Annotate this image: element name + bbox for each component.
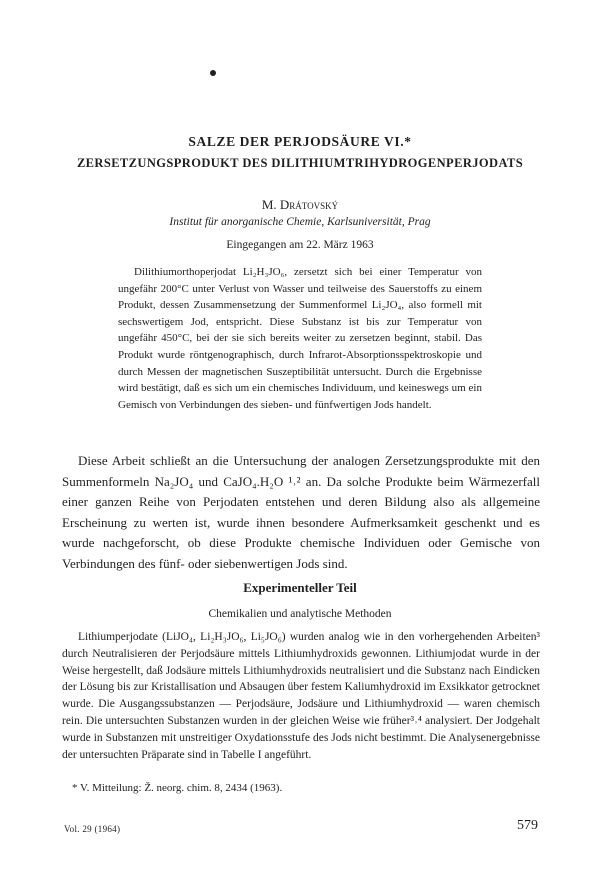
received-date: Eingegangen am 22. März 1963 [226,239,374,251]
print-mark-dot [210,70,216,76]
paper-subtitle: ZERSETZUNGSPRODUKT DES DILITHIUMTRIHYDROGENPERJODATS [76,156,524,170]
section-heading: Experimenteller Teil [243,580,357,595]
introduction [62,451,540,575]
subsection-heading: Chemikalien und analytische Methoden [208,608,392,620]
footnote: * V. Mitteilung: Ž. neorg. chim. 8, 2434 (1963). [72,782,283,794]
section-body [62,629,540,763]
paper-title: SALZE DER PERJODSÄURE VI.* [188,134,412,149]
author-name: M. Drátovský [261,197,339,212]
intro-paragraph: Diese Arbeit schließt an die Untersuchung der analogen Zersetzungsprodukte mit den Summenformeln Na₂JO₄ und CaJO₄.H₂O ¹˒² an. Da solche Produkte beim Wärmezerfall einer ganzen Reihe von Perjodaten entstehen und deren Bildung also als allgemeine Erscheinung zu werten ist, wurde ihnen besondere Aufmerksamkeit geschenkt und es wurde nachgeforscht, ob diese Produkte chemische Individuen oder Gemische von Verbindungen des fünf- oder siebenwertigen Jods sind. [62,453,540,571]
abstract [118,264,482,413]
section-paragraph: Lithiumperjodate (LiJO₄, Li₂H₃JO₆, Li₅JO₆) wurden analog wie in den vorhergehenden Arbeiten³ durch Neutralisieren der Perjodsäure mittels Lithiumhydroxids gewonnen. Lithiumjodat wurde in der Weise hergestellt, daß Jodsäure mittels Lithiumhydroxids neutralisiert und die Substanz nach Eindicken der Lösung bis zur Kristallisation und Absaugen über festem Kaliumhydroxid im Exsikkator getrocknet wurde. Die Ausgangssubstanzen — Perjodsäure, Jodsäure und Lithiumhydroxid — waren chemisch rein. Die untersuchten Substanzen wurden in der gleichen Weise wie früher³˒⁴ analysiert. Der Jodgehalt wurde in Substanzen mit unstreitiger Oxydationsstufe des Jods nicht bestimmt. Die Analysenergebnisse der untersuchten Präparate sind in Tabelle I angeführt. [62,631,540,761]
page-number: 579 [517,818,538,833]
abstract-paragraph: Dilithiumorthoperjodat Li₂H₃JO₆, zersetzt sich bei einer Temperatur von ungefähr 200°C unter Verlust von Wasser und teilweise des Sauerstoffs zu einem Produkt, dessen Zusammensetzung der Summenformel Li₂JO₄, also formell mit sechswertigem Jod, entspricht. Diese Substanz ist bis zur Temperatur von ungefähr 450°C, bei der sie sich bereits weiter zu zersetzen beginnt, stabil. Das Produkt wurde röntgenographisch, durch Infrarot-Absorptionsspektroskopie und durch Messen der magnetischen Suszeptibilität untersucht. Durch die Ergebnisse wird bestätigt, daß es sich um ein chemisches Individuum, und keineswegs um ein Gemisch von Verbindungen des sieben- und fünfwertigen Jods handelt. [118,266,482,411]
author-affiliation: Institut für anorganische Chemie, Karlsuniversität, Prag [169,216,431,228]
journal-volume: Vol. 29 (1964) [64,824,121,834]
